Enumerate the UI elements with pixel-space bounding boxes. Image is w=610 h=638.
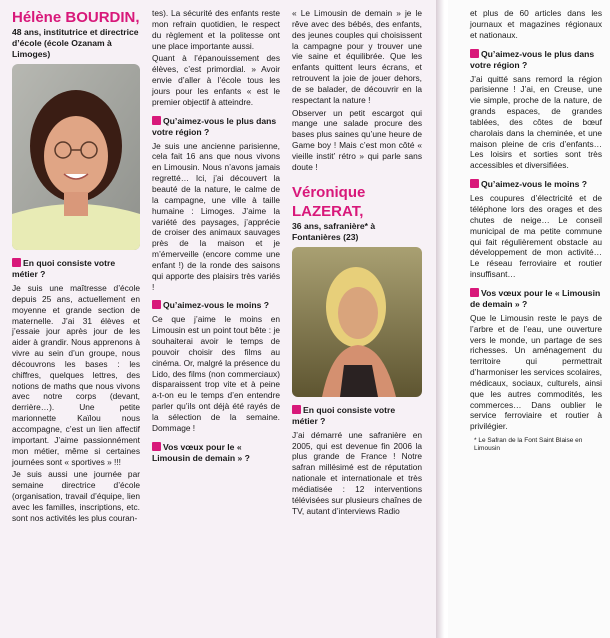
- veronique-portrait-image: [292, 247, 422, 397]
- column-3: [292, 8, 422, 518]
- veronique-q1: En quoi consiste votre métier ?: [292, 405, 422, 427]
- veronique-q2: Qu’aimez-vous le plus dans votre région ?: [470, 49, 602, 71]
- helene-a4b: Observer un petit escargot qui mange une salade procure des bases plus saines qu’une heure de Game boy ! Mais c’est mon côté « vieille instit’ rétro » qui parle sans doute !: [292, 107, 422, 172]
- helene-name: Hélène BOURDIN,: [12, 9, 140, 26]
- helene-q4: Vos vœux pour le « Limousin de demain » ?: [152, 442, 280, 464]
- helene-a1b: Je suis aussi une journée par semaine directrice d’école (organisation, travail d’équipe, lien avec les familles, inscriptions, etc. sont nos activités les plus couran-: [12, 469, 140, 523]
- helene-a2: Je suis une ancienne parisienne, cela fait 16 ans que nous vivons en Limousin. Nous n’avons jamais regretté… Ici, j’ai découvert la beauté de la nature, le calme de la campagne, une ville à taille humaine : Limoges. J’aime la variété des paysages, j’apprécie de croiser des animaux sauvages près de la maison et je m’émerveille (encore comme une enfant !) de la ronde des saisons qui apporte des plaisirs très variés !: [152, 140, 280, 292]
- veronique-q3: Qu’aimez-vous le moins ?: [470, 179, 602, 190]
- column-4: [470, 8, 602, 453]
- helene-a4: « Le Limousin de demain » je le rêve avec des bébés, des enfants, des jeunes couples qui choisissent la campagne pour y trouver une vie saine et équilibrée. Que les enfants quittent leurs écrans, et retrouvent la joie de jouer dehors, de se balader, de découvrir en la respectant la nature !: [292, 8, 422, 105]
- veronique-photo: [292, 247, 422, 397]
- veronique-a1: J’ai démarré une safranière en 2005, qui est devenue fin 2006 la plus grande de France ! Notre safran millésimé est de réputation nationale et internationale et très médiatisée : 12 interventions télévisées sur plusieurs chaînes de TV, autant d’interviews Radio: [292, 429, 422, 516]
- helene-q3: Qu’aimez-vous le moins ?: [152, 300, 280, 311]
- veronique-a3: Les coupures d’électricité et de téléphone lors des orages et des chutes de neige… Le conseil municipal de ma petite commune qui fait régulièrement obstacle au développement de mon activité… Le réseau ferroviaire et routier insuffisant…: [470, 193, 602, 280]
- veronique-meta: 36 ans, safranière* à Fontanières (23): [292, 220, 376, 242]
- helene-meta: 48 ans, institutrice et directrice d’école (école Ozanam à Limoges): [12, 27, 139, 59]
- helene-a1: Je suis une maîtresse d’école depuis 25 ans, actuellement en moyenne et grande section de maternelle. J’ai 31 élèves et j’essaie jour après jour de les aider à grandir. Nous apprenons à vivre au sein d’un groupe, nous découvrons les bases : les chiffres, quelques lettres, des notions de maths que nous vivons avec notre corps (devant, derrière…). Une petite marionnette Kaïlou nous accompagne, c’est un lien affectif important. J’aime passionnément mon métier, même si certaines journées sont « sportives » !!!: [12, 283, 140, 467]
- veronique-a1b: et plus de 60 articles dans les journaux et magazines régionaux et nationaux.: [470, 8, 602, 40]
- page-gutter: [436, 0, 448, 638]
- helene-q1: En quoi consiste votre métier ?: [12, 258, 140, 280]
- veronique-a2: J’ai quitté sans remord la région parisienne ! J’ai, en Creuse, une vie simple, proche de la nature, de grands espaces, de grandes tablées, des côtes de bœuf charolais dans la cheminée, et une maison pleine de cris d’enfants… Les loisirs et sorties sont très accessibles et diversifiées.: [470, 73, 602, 171]
- column-1: [12, 8, 140, 526]
- veronique-footnote: * Le Safran de la Font Saint Blaise en Limousin: [474, 437, 583, 453]
- veronique-a4: Que le Limousin reste le pays de l’arbre et de l’eau, une ouverture vers le monde, un partage de ses richesses. Un aménagement du territoire qui permettrait d’harmoniser les services scolaires, médicaux, sociaux, culturels, ainsi que les autres commodités, les commerces… Dans oublier le service ferroviaire et routier à privilégier.: [470, 312, 602, 432]
- column-2: [152, 8, 280, 467]
- helene-a1c: tes). La sécurité des enfants reste mon refrain quotidien, le respect du règlement et la politesse ont une place importante aussi.: [152, 8, 280, 51]
- helene-a3: Ce que j’aime le moins en Limousin est un point tout bête : je souhaiterai avoir le temps de pouvoir choisir des films au cinéma. Or, malgré la présence du Lido, des films (non commerciaux) disparaissent trop vite et à peine a-t-on eu le temps d’en entendre parler qu’ils ont déjà été rayés de la sélection de la semaine. Dommage !: [152, 314, 280, 433]
- veronique-q4: Vos vœux pour le « Limousin de demain » ?: [470, 287, 601, 309]
- helene-a1d: Quant à l’épanouissement des élèves, c’est primordial. » Avoir envie d’aller à l’école tous les jours pour les enfants « est le premier objectif à atteindre.: [152, 53, 280, 107]
- helene-portrait-image: [12, 64, 140, 250]
- veronique-name: Véronique LAZERAT,: [292, 183, 366, 220]
- helene-q2: Qu’aimez-vous le plus dans votre région ?: [152, 116, 280, 138]
- helene-photo: [12, 64, 140, 250]
